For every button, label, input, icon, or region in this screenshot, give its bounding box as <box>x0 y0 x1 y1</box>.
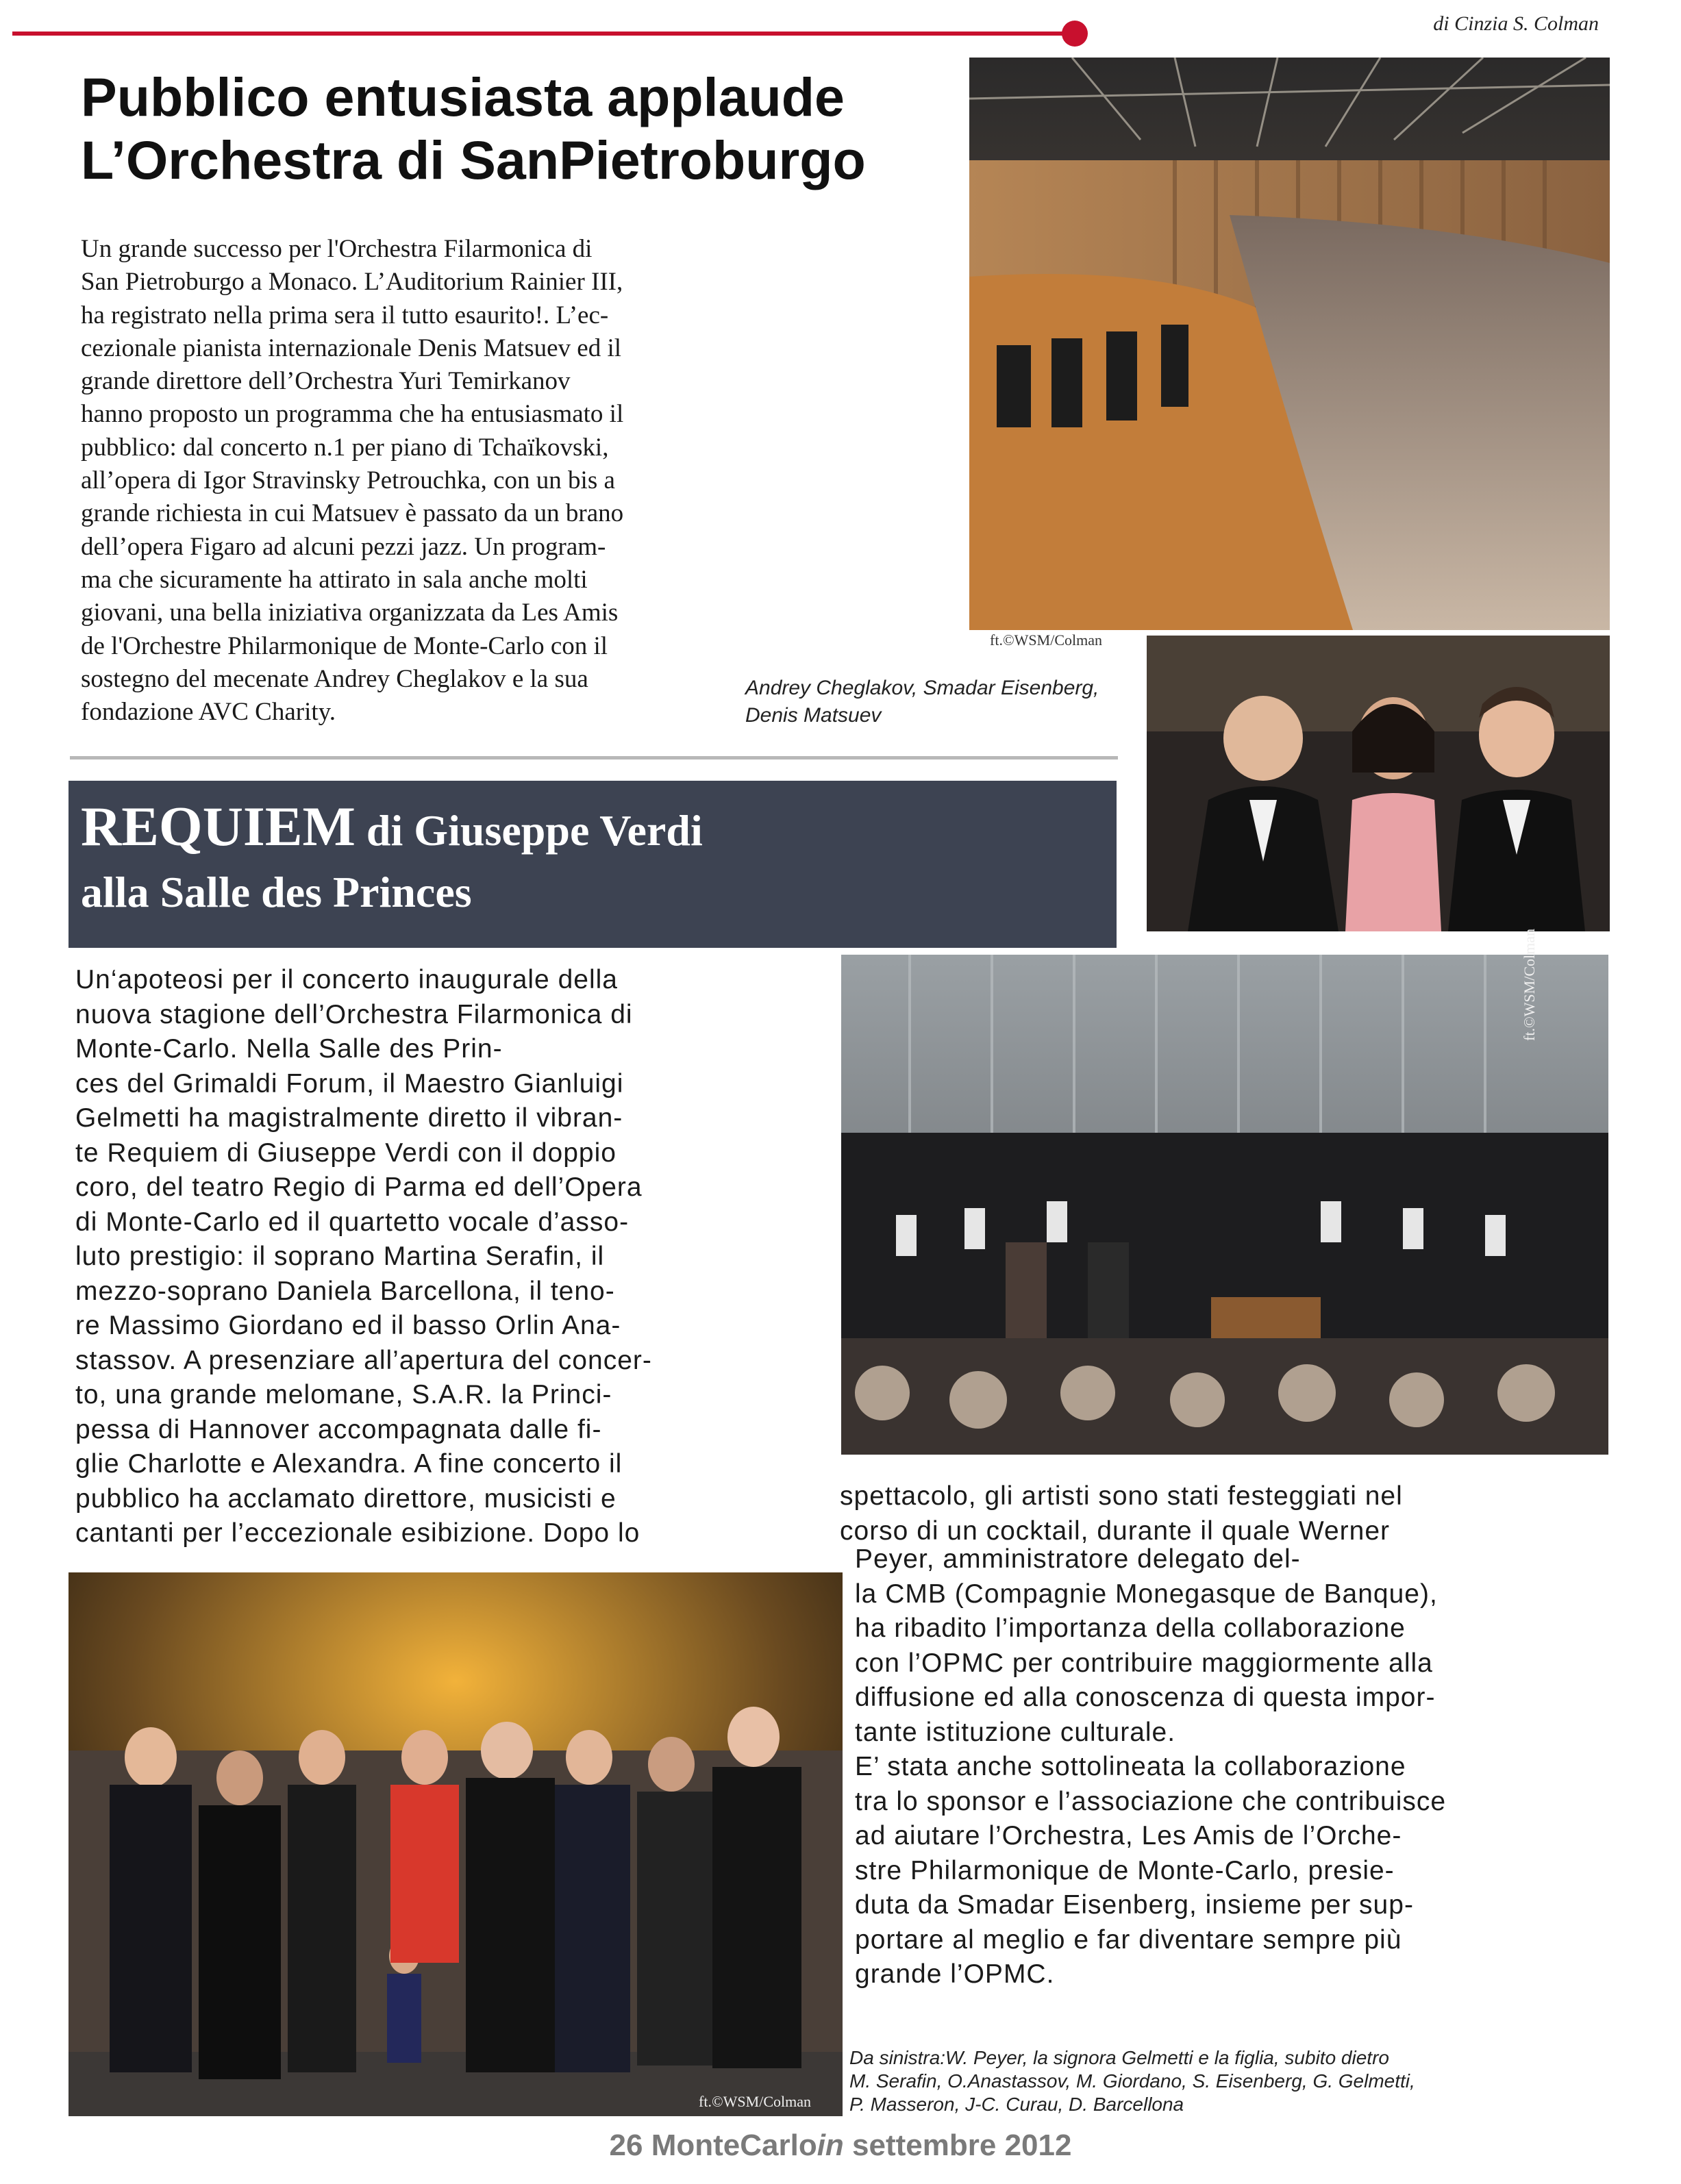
page-number: 26 <box>609 2129 651 2162</box>
body-line: grande l’OPMC. <box>855 1959 1055 1989</box>
caption-line: Denis Matsuev <box>745 704 882 727</box>
reception-caption <box>849 2046 1617 2116</box>
body-line: Peyer, amministratore delegato del- <box>855 1544 1301 1574</box>
body-line: de l'Orchestre Philarmonique de Monte-Carlo con il <box>81 631 608 660</box>
body-line: to, una grande melomane, S.A.R. la Princi- <box>75 1380 612 1409</box>
body-line: tra lo sponsor e l’associazione che contribuisce <box>855 1786 1447 1816</box>
caption-line: Andrey Cheglakov, Smadar Eisenberg, <box>745 677 1099 699</box>
body-line: Gelmetti ha magistralmente diretto il vibran- <box>75 1103 623 1133</box>
body-line: pubblico: dal concerto n.1 per piano di Tchaïkovski, <box>81 433 609 462</box>
body-line: nuova stagione dell’Orchestra Filarmonica di <box>75 999 633 1029</box>
body-line: hanno proposto un programma che ha entusiasmato il <box>81 400 624 429</box>
body-line: duta da Smadar Eisenberg, insieme per sup- <box>855 1890 1414 1920</box>
body-line: luto prestigio: il soprano Martina Serafin, il <box>75 1242 605 1271</box>
body-line: ha ribadito l’importanza della collaborazione <box>855 1614 1406 1643</box>
portrait-caption <box>745 675 1143 729</box>
body-line: te Requiem di Giuseppe Verdi con il doppio <box>75 1138 617 1168</box>
top-red-rule <box>12 32 1078 36</box>
body-line: Un grande successo per l'Orchestra Filarmonica di <box>81 235 593 263</box>
body-line: all’opera di Igor Stravinsky Petrouchka, con un bis a <box>81 466 615 495</box>
requiem-title-main: REQUIEM <box>81 795 356 857</box>
body-line: cezionale pianista internazionale Denis Matsuev ed il <box>81 334 622 362</box>
body-line: sostegno del mecenate Andrey Cheglakov e la sua <box>81 664 588 693</box>
article1-title-line: L’Orchestra di SanPietroburgo <box>81 129 866 190</box>
body-line: grande richiesta in cui Matsuev è passato da un brano <box>81 499 624 528</box>
magazine-name: MonteCarlo <box>651 2129 817 2162</box>
body-line: diffusione ed alla conoscenza di questa impor- <box>855 1683 1436 1712</box>
article1-title <box>81 66 964 192</box>
body-line: spettacolo, gli artisti sono stati festeggiati nel <box>840 1481 1403 1511</box>
portrait-photo <box>1147 636 1610 931</box>
article1-title-line: Pubblico entusiasta applaude <box>81 66 845 127</box>
body-line: grande direttore dell’Orchestra Yuri Temirkanov <box>81 367 571 396</box>
body-line: stre Philarmonique de Monte-Carlo, presie- <box>855 1855 1395 1885</box>
auditorium-photo <box>969 58 1610 630</box>
body-line: Monte-Carlo. Nella Salle des Prin- <box>75 1034 503 1064</box>
body-line: ma che sicuramente ha attirato in sala anche molti <box>81 565 588 594</box>
orchestra-photo <box>841 955 1608 1455</box>
body-line: E’ stata anche sottolineata la collaborazione <box>855 1752 1406 1781</box>
article2-body-right-top <box>840 1479 1580 1548</box>
body-line: cantanti per l’eccezionale esibizione. Dopo lo <box>75 1518 640 1548</box>
body-line: re Massimo Giordano ed il basso Orlin Ana- <box>75 1311 621 1340</box>
body-line: ad aiutare l’Orchestra, Les Amis de l’Orche- <box>855 1821 1402 1850</box>
reception-photo <box>69 1572 843 2116</box>
author-byline: di Cinzia S. Colman <box>1433 12 1599 35</box>
requiem-title-rest: di Giuseppe Verdi <box>355 806 703 855</box>
body-line: corso di un cocktail, durante il quale Werner <box>840 1516 1391 1546</box>
section-divider <box>70 756 1118 760</box>
caption-line: M. Serafin, O.Anastassov, M. Giordano, S. Eisenberg, G. Gelmetti, <box>849 2070 1415 2092</box>
article2-body-right <box>855 1542 1580 1992</box>
body-line: glie Charlotte e Alexandra. A fine concerto il <box>75 1449 623 1479</box>
body-line: giovani, una bella iniziativa organizzata da Les Amis <box>81 599 619 627</box>
body-line: fondazione AVC Charity. <box>81 698 336 727</box>
photo4-credit: ft.©WSM/Colman <box>699 2093 811 2110</box>
article2-body-left <box>75 963 815 1551</box>
body-line: di Monte-Carlo ed il quartetto vocale d’asso- <box>75 1207 630 1237</box>
body-line: portare al meglio e far diventare sempre più <box>855 1924 1402 1955</box>
body-line: ces del Grimaldi Forum, il Maestro Gianluigi <box>75 1068 624 1099</box>
body-line: tante istituzione culturale. <box>855 1717 1176 1747</box>
photo1-credit: ft.©WSM/Colman <box>990 631 1102 649</box>
body-line: Un‘apoteosi per il concerto inaugurale della <box>75 965 618 994</box>
body-line: stassov. A presenziare all’apertura del concer- <box>75 1345 652 1375</box>
body-line: coro, del teatro Regio di Parma ed dell’Opera <box>75 1172 643 1202</box>
caption-line: P. Masseron, J-C. Curau, D. Barcellona <box>849 2094 1184 2115</box>
body-line: dell’opera Figaro ad alcuni pezzi jazz. Un program- <box>81 532 606 561</box>
page-footer <box>0 2129 1681 2163</box>
body-line: ha registrato nella prima sera il tutto esaurito!. L’ec- <box>81 301 609 329</box>
body-line: pessa di Hannover accompagnata dalle fi- <box>75 1414 602 1444</box>
photo3-credit: ft.©WSM/Colman <box>1521 929 1538 1041</box>
body-line: mezzo-soprano Daniela Barcellona, il teno- <box>75 1276 615 1306</box>
body-line: San Pietroburgo a Monaco. L’Auditorium Rainier III, <box>81 268 623 297</box>
body-line: la CMB (Compagnie Monegasque de Banque), <box>855 1579 1438 1609</box>
caption-line: Da sinistra:W. Peyer, la signora Gelmetti e la figlia, subito dietro <box>849 2047 1389 2068</box>
requiem-title <box>81 794 1108 859</box>
magazine-name-suffix: in <box>817 2129 844 2162</box>
issue-date: settembre 2012 <box>843 2129 1072 2162</box>
article1-body <box>81 233 699 729</box>
requiem-subtitle: alla Salle des Princes <box>81 868 472 916</box>
body-line: pubblico ha acclamato direttore, musicisti e <box>75 1483 617 1514</box>
body-line: con l’OPMC per contribuire maggiormente alla <box>855 1648 1433 1678</box>
top-red-dot <box>1062 21 1088 47</box>
